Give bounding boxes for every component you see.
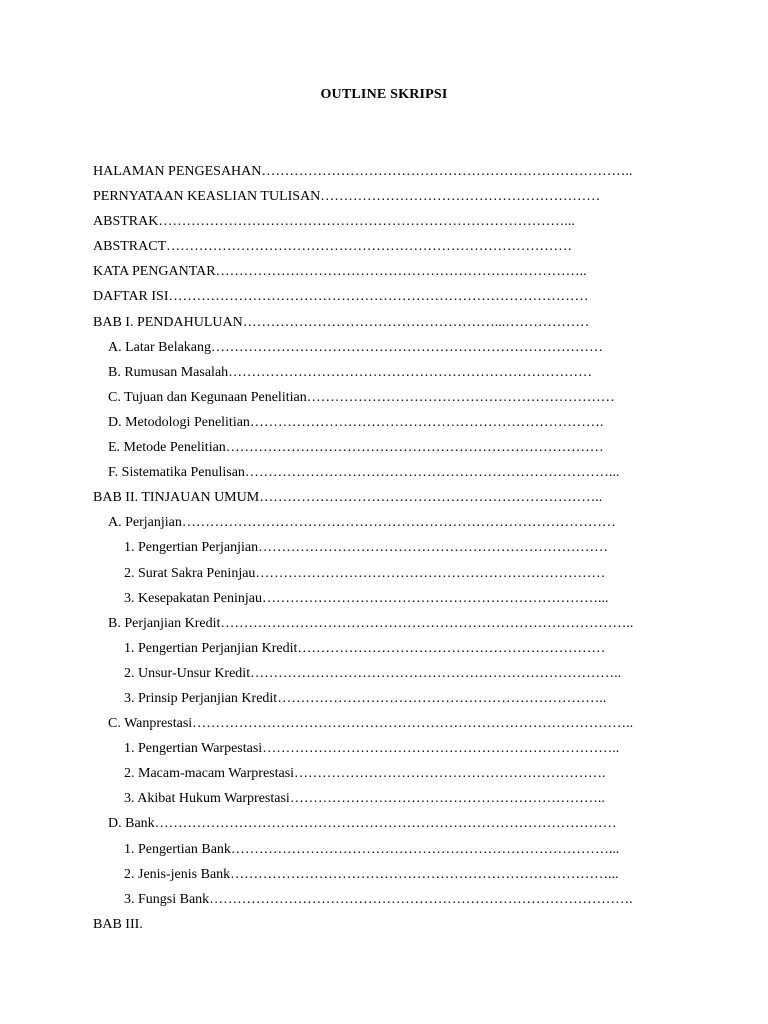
toc-bab-2-d: D. Bank……………………………………………………………………………………… — [108, 816, 617, 832]
toc-bab-2-b-3: 3. Prinsip Perjanjian Kredit…………………………………………………………….. — [124, 690, 607, 706]
toc-bab-1-d: D. Metodologi Penelitian…………………………………………………………………. — [108, 414, 604, 430]
toc-bab-2-a-1: 1. Pengertian Perjanjian………………………………………………………………… — [124, 540, 609, 556]
toc-bab-2: BAB II. TINJAUAN UMUM……………………………………………………………….. — [93, 490, 603, 506]
toc-bab-2-c-1: 1. Pengertian Warpestasi………………………………………………………………….. — [124, 741, 620, 757]
toc-bab-1-a: A. Latar Belakang………………………………………………………………………… — [108, 339, 604, 355]
toc-bab-2-b: B. Perjanjian Kredit…………………………………………………………………………….. — [108, 615, 634, 631]
page-title: OUTLINE SKRIPSI — [320, 87, 448, 102]
toc-pernyataan-keaslian: PERNYATAAN KEASLIAN TULISAN…………………………………………………… — [93, 189, 601, 205]
toc-kata-pengantar: KATA PENGANTAR…………………………………………………………………….. — [93, 264, 587, 280]
toc-bab-2-c-3: 3. Akibat Hukum Warprestasi………………………………………………………….. — [124, 791, 605, 807]
toc-bab-2-a-3: 3. Kesepakatan Peninjau………………………………………………………………... — [124, 590, 609, 606]
toc-halaman-pengesahan: HALAMAN PENGESAHAN…………………………………………………………………….. — [93, 164, 633, 179]
toc-bab-2-a-2: 2. Surat Sakra Peninjau………………………………………………………………… — [124, 565, 606, 581]
toc-bab-2-d-3: 3. Fungsi Bank………………………………………………………………………………. — [124, 891, 633, 907]
toc-bab-1-b: B. Rumusan Masalah…………………………………………………………………… — [108, 364, 593, 380]
toc-bab-2-c-2: 2. Macam-macam Warprestasi…………………………………………………………. — [124, 766, 606, 782]
toc-bab-1: BAB I. PENDAHULUAN………………………………………………...……………… — [93, 314, 590, 330]
toc-bab-2-b-1: 1. Pengertian Perjanjian Kredit………………………………………………………… — [124, 640, 606, 656]
toc-daftar-isi: DAFTAR ISI……………………………………………………………………………… — [93, 289, 589, 305]
toc-bab-2-a: A. Perjanjian………………………………………………………………………………… — [108, 515, 616, 531]
toc-abstract: ABSTRACT…………………………………………………………………………… — [93, 239, 573, 255]
toc-bab-1-f: F. Sistematika Penulisan……………………………………………………………………... — [108, 465, 620, 481]
toc-bab-2-d-2: 2. Jenis-jenis Bank………………………………………………………………………... — [124, 866, 619, 882]
toc-bab-2-d-1: 1. Pengertian Bank………………………………………………………………………... — [124, 841, 620, 857]
toc-bab-3: BAB III. — [93, 916, 143, 932]
toc-bab-2-c: C. Wanprestasi………………………………………………………………………………….. — [108, 716, 634, 732]
toc-bab-2-b-2: 2. Unsur-Unsur Kredit…………………………………………………………………….. — [124, 665, 622, 681]
toc-abstrak: ABSTRAK……………………………………………………………………………... — [93, 214, 575, 230]
toc-bab-1-c: C. Tujuan dan Kegunaan Penelitian………………………………………………………… — [108, 389, 615, 405]
table-of-contents — [93, 162, 693, 940]
toc-bab-1-e: E. Metode Penelitian……………………………………………………………………… — [108, 440, 604, 456]
